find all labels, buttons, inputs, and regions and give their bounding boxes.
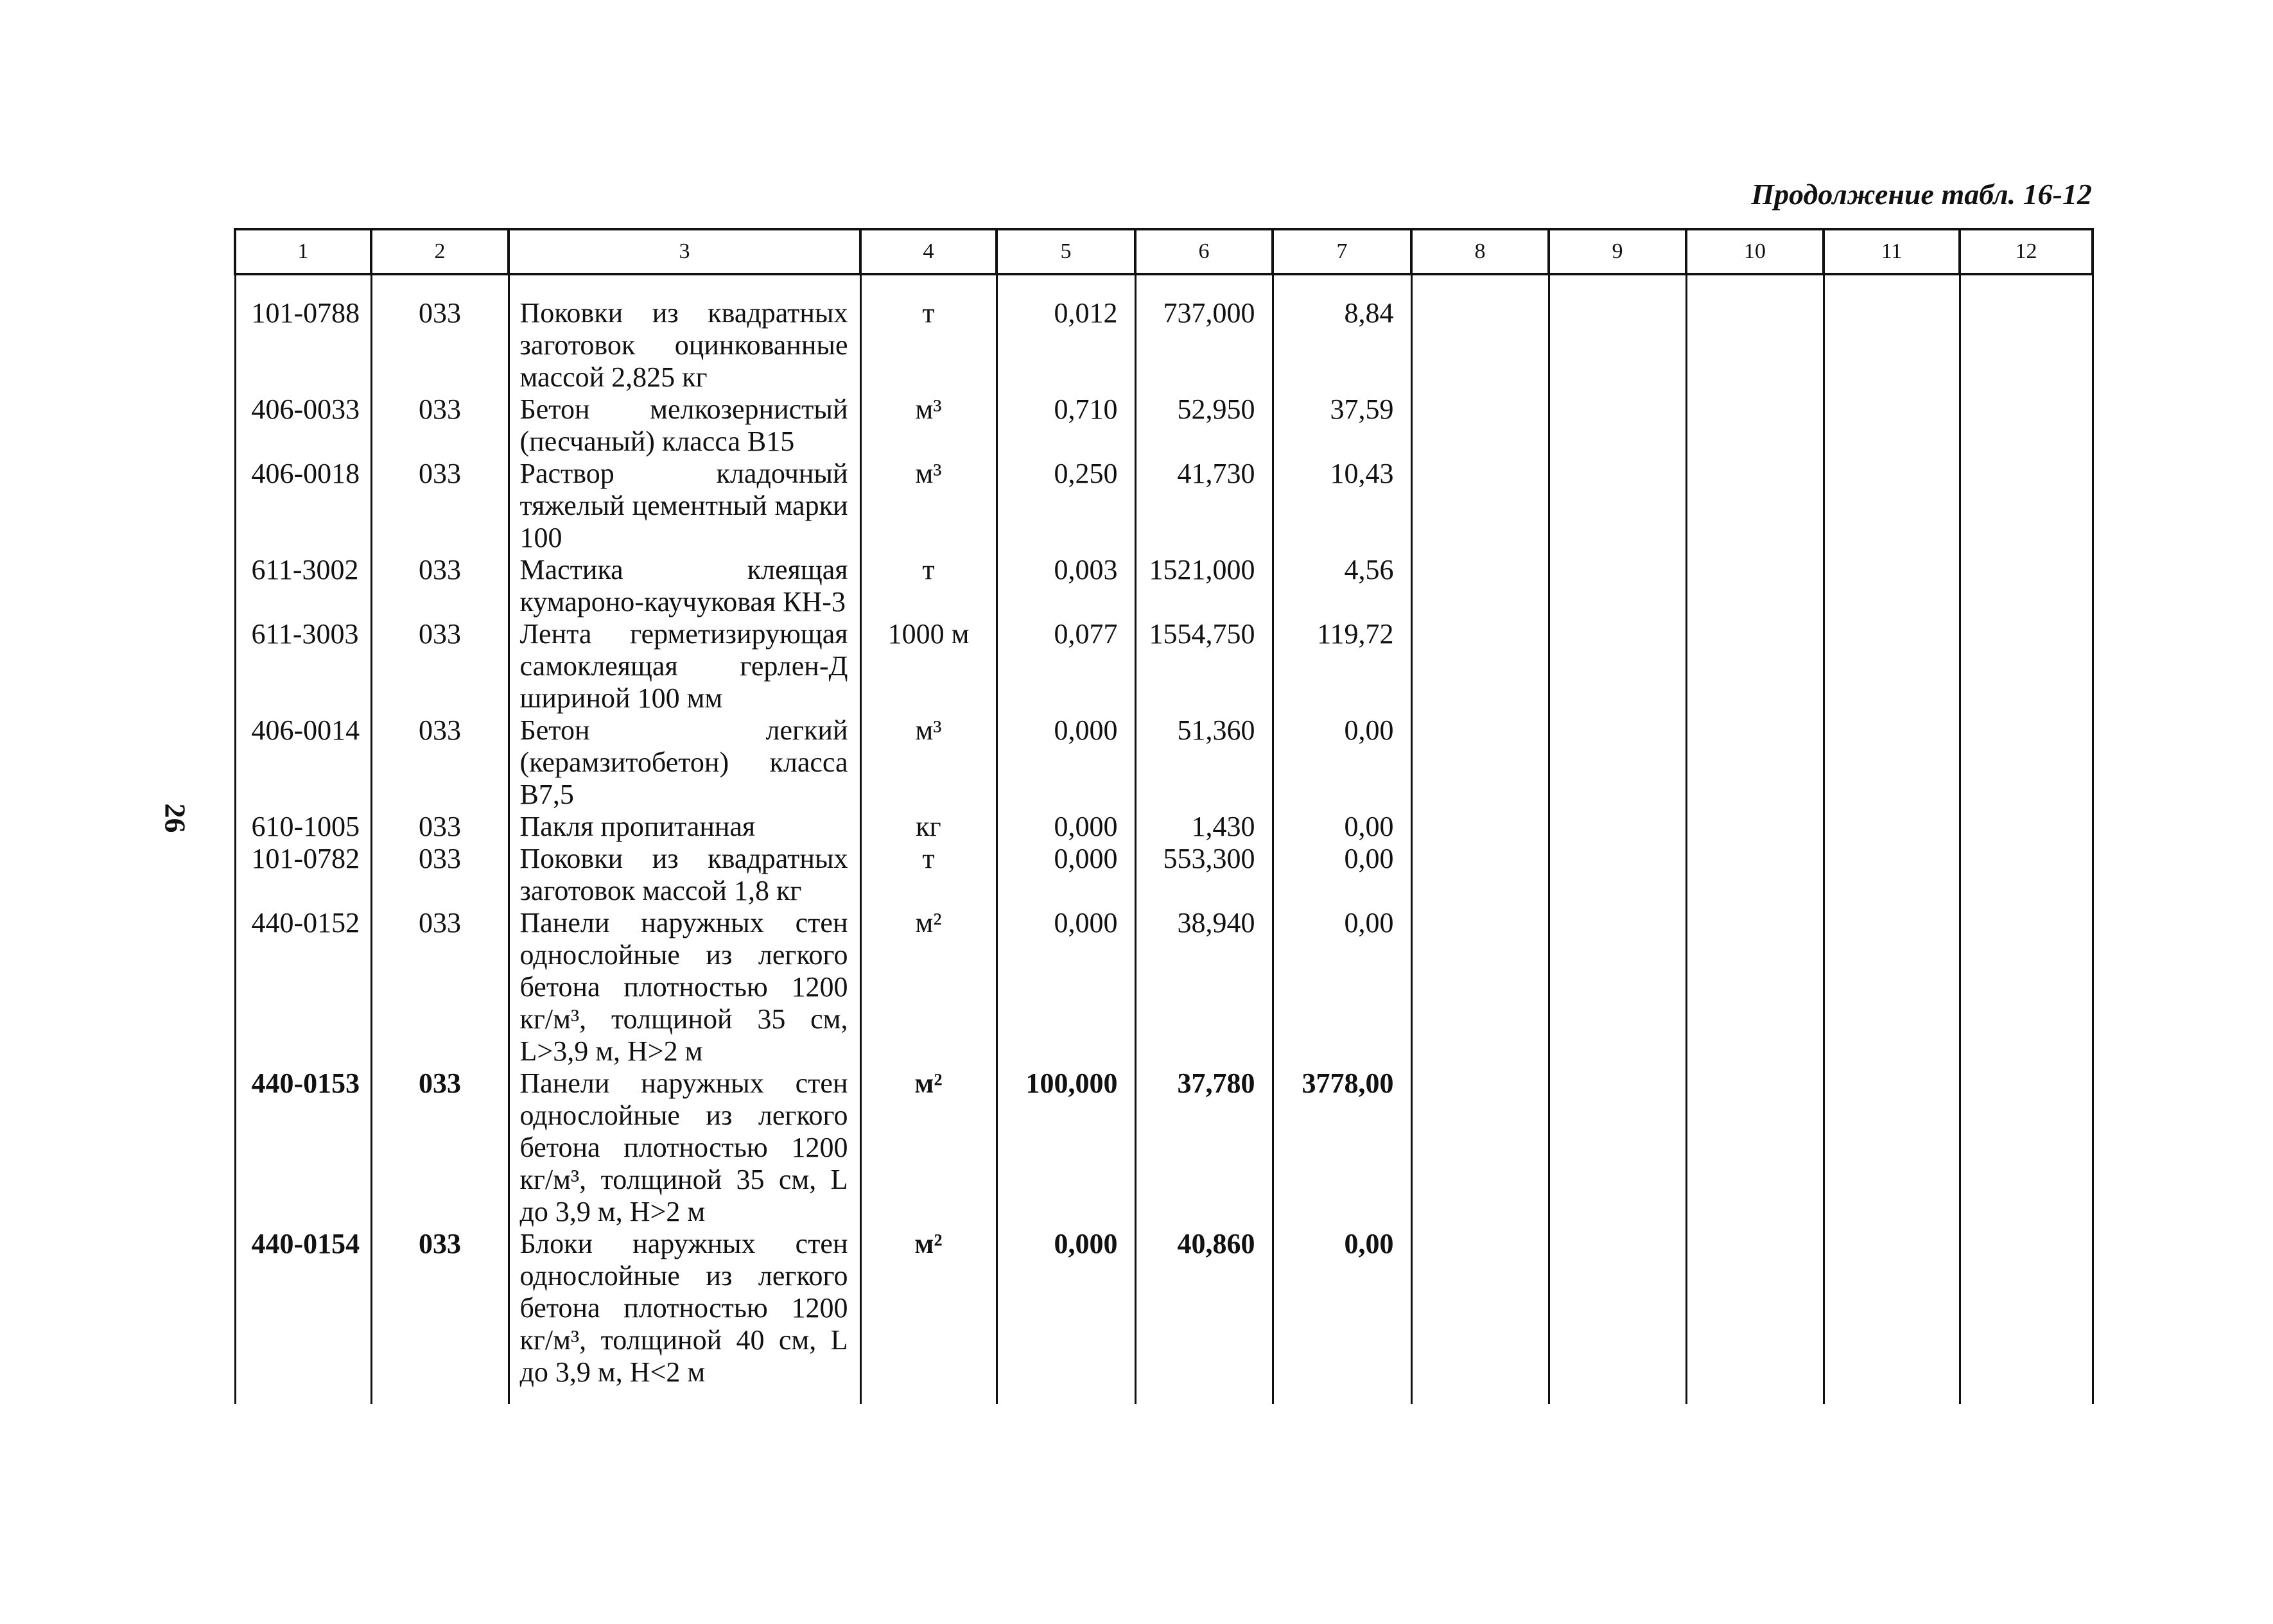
resource-name: Поковки из квадратных заготовок оцинкованные массой 2,825 кг [509, 274, 860, 393]
quantity: 100,000 [997, 1067, 1135, 1228]
empty-cell [1824, 843, 1960, 907]
total: 119,72 [1273, 618, 1411, 714]
resource-code: 440-0154 [235, 1228, 371, 1404]
unit: т [860, 274, 997, 393]
resource-name: Пакля пропитанная [509, 811, 860, 843]
empty-cell [1686, 714, 1824, 811]
total: 0,00 [1273, 843, 1411, 907]
table-row [235, 714, 2093, 811]
empty-cell [1824, 1228, 1960, 1404]
quantity: 0,003 [997, 554, 1135, 618]
resource-code: 610-1005 [235, 811, 371, 843]
empty-cell [1960, 811, 2093, 843]
empty-cell [1549, 274, 1686, 393]
empty-cell [1824, 811, 1960, 843]
total: 0,00 [1273, 811, 1411, 843]
unit-price: 38,940 [1135, 907, 1273, 1067]
quantity: 0,077 [997, 618, 1135, 714]
header-cell: 6 [1135, 229, 1273, 274]
resource-name: Раствор кладочный тяжелый цементный марки 100 [509, 458, 860, 554]
resource-name: Поковки из квадратных заготовок массой 1,8 кг [509, 843, 860, 907]
group-code: 033 [371, 1067, 509, 1228]
header-row [235, 229, 2093, 274]
unit: т [860, 843, 997, 907]
empty-cell [1549, 554, 1686, 618]
empty-cell [1960, 843, 2093, 907]
empty-cell [1411, 907, 1549, 1067]
quantity: 0,000 [997, 811, 1135, 843]
table-row [235, 907, 2093, 1067]
resource-code: 406-0018 [235, 458, 371, 554]
total: 10,43 [1273, 458, 1411, 554]
unit: м³ [860, 714, 997, 811]
empty-cell [1686, 274, 1824, 393]
table-row [235, 554, 2093, 618]
resource-code: 101-0782 [235, 843, 371, 907]
empty-cell [1686, 393, 1824, 458]
empty-cell [1686, 843, 1824, 907]
resource-table [234, 228, 2094, 1404]
empty-cell [1549, 458, 1686, 554]
resource-code: 101-0788 [235, 274, 371, 393]
group-code: 033 [371, 907, 509, 1067]
quantity: 0,012 [997, 274, 1135, 393]
header-cell: 4 [860, 229, 997, 274]
unit-price: 41,730 [1135, 458, 1273, 554]
group-code: 033 [371, 843, 509, 907]
total: 4,56 [1273, 554, 1411, 618]
resource-name: Блоки наружных стен однослойные из легкого бетона плотностью 1200 кг/м³, толщиной 40 см, L до 3,9 м, H<2 м [509, 1228, 860, 1404]
resource-name: Мастика клеящая кумароно-каучуковая КН-3 [509, 554, 860, 618]
empty-cell [1824, 1067, 1960, 1228]
empty-cell [1411, 714, 1549, 811]
unit-price: 1521,000 [1135, 554, 1273, 618]
empty-cell [1960, 554, 2093, 618]
unit: кг [860, 811, 997, 843]
table-row [235, 618, 2093, 714]
quantity: 0,000 [997, 843, 1135, 907]
empty-cell [1411, 554, 1549, 618]
empty-cell [1411, 811, 1549, 843]
empty-cell [1960, 907, 2093, 1067]
resource-code: 611-3002 [235, 554, 371, 618]
total: 37,59 [1273, 393, 1411, 458]
unit: м² [860, 907, 997, 1067]
empty-cell [1686, 1228, 1824, 1404]
header-cell: 7 [1273, 229, 1411, 274]
empty-cell [1824, 458, 1960, 554]
empty-cell [1824, 554, 1960, 618]
empty-cell [1824, 274, 1960, 393]
unit: м³ [860, 393, 997, 458]
header-cell: 10 [1686, 229, 1824, 274]
empty-cell [1960, 458, 2093, 554]
empty-cell [1411, 1067, 1549, 1228]
empty-cell [1960, 1067, 2093, 1228]
total: 8,84 [1273, 274, 1411, 393]
unit-price: 737,000 [1135, 274, 1273, 393]
header-cell: 1 [235, 229, 371, 274]
header-cell: 9 [1549, 229, 1686, 274]
empty-cell [1549, 1067, 1686, 1228]
group-code: 033 [371, 618, 509, 714]
empty-cell [1960, 393, 2093, 458]
unit-price: 553,300 [1135, 843, 1273, 907]
empty-cell [1824, 393, 1960, 458]
table-row [235, 274, 2093, 393]
table-row [235, 843, 2093, 907]
group-code: 033 [371, 811, 509, 843]
unit: м³ [860, 458, 997, 554]
header-cell: 12 [1960, 229, 2093, 274]
empty-cell [1411, 393, 1549, 458]
page-number: 26 [159, 803, 192, 833]
group-code: 033 [371, 714, 509, 811]
empty-cell [1686, 811, 1824, 843]
header-cell: 2 [371, 229, 509, 274]
table-row [235, 1228, 2093, 1404]
empty-cell [1411, 618, 1549, 714]
empty-cell [1686, 1067, 1824, 1228]
empty-cell [1549, 843, 1686, 907]
unit: м² [860, 1228, 997, 1404]
resource-code: 440-0152 [235, 907, 371, 1067]
unit-price: 51,360 [1135, 714, 1273, 811]
resource-code: 611-3003 [235, 618, 371, 714]
empty-cell [1686, 618, 1824, 714]
empty-cell [1411, 274, 1549, 393]
total: 0,00 [1273, 714, 1411, 811]
resource-code: 406-0014 [235, 714, 371, 811]
header-cell: 8 [1411, 229, 1549, 274]
header-cell: 5 [997, 229, 1135, 274]
unit-price: 1554,750 [1135, 618, 1273, 714]
empty-cell [1411, 458, 1549, 554]
table-row [235, 811, 2093, 843]
resource-name: Панели наружных стен однослойные из легкого бетона плотностью 1200 кг/м³, толщиной 35 см, L до 3,9 м, H>2 м [509, 1067, 860, 1228]
empty-cell [1824, 618, 1960, 714]
quantity: 0,710 [997, 393, 1135, 458]
table-row [235, 1067, 2093, 1228]
resource-code: 440-0153 [235, 1067, 371, 1228]
total: 0,00 [1273, 1228, 1411, 1404]
quantity: 0,000 [997, 714, 1135, 811]
quantity: 0,000 [997, 907, 1135, 1067]
table-caption: Продолжение табл. 16-12 [1751, 178, 2092, 211]
resource-name: Лента герметизирующая самоклеящая герлен-Д шириной 100 мм [509, 618, 860, 714]
empty-cell [1549, 907, 1686, 1067]
group-code: 033 [371, 458, 509, 554]
resource-name: Бетон мелкозернистый (песчаный) класса В15 [509, 393, 860, 458]
empty-cell [1960, 1228, 2093, 1404]
group-code: 033 [371, 393, 509, 458]
empty-cell [1960, 274, 2093, 393]
table-row [235, 458, 2093, 554]
unit-price: 52,950 [1135, 393, 1273, 458]
empty-cell [1549, 1228, 1686, 1404]
empty-cell [1960, 714, 2093, 811]
unit: м² [860, 1067, 997, 1228]
group-code: 033 [371, 1228, 509, 1404]
table-row [235, 393, 2093, 458]
empty-cell [1824, 714, 1960, 811]
empty-cell [1824, 907, 1960, 1067]
header-cell: 11 [1824, 229, 1960, 274]
empty-cell [1411, 1228, 1549, 1404]
resource-code: 406-0033 [235, 393, 371, 458]
group-code: 033 [371, 554, 509, 618]
empty-cell [1549, 393, 1686, 458]
resource-name: Бетон легкий (керамзитобетон) класса В7,5 [509, 714, 860, 811]
unit-price: 1,430 [1135, 811, 1273, 843]
unit: 1000 м [860, 618, 997, 714]
empty-cell [1686, 458, 1824, 554]
resource-name: Панели наружных стен однослойные из легкого бетона плотностью 1200 кг/м³, толщиной 35 см, L>3,9 м, H>2 м [509, 907, 860, 1067]
quantity: 0,000 [997, 1228, 1135, 1404]
total: 0,00 [1273, 907, 1411, 1067]
header-cell: 3 [509, 229, 860, 274]
quantity: 0,250 [997, 458, 1135, 554]
group-code: 033 [371, 274, 509, 393]
total: 3778,00 [1273, 1067, 1411, 1228]
empty-cell [1686, 554, 1824, 618]
empty-cell [1411, 843, 1549, 907]
unit-price: 37,780 [1135, 1067, 1273, 1228]
empty-cell [1960, 618, 2093, 714]
empty-cell [1686, 907, 1824, 1067]
empty-cell [1549, 811, 1686, 843]
unit-price: 40,860 [1135, 1228, 1273, 1404]
empty-cell [1549, 714, 1686, 811]
empty-cell [1549, 618, 1686, 714]
unit: т [860, 554, 997, 618]
